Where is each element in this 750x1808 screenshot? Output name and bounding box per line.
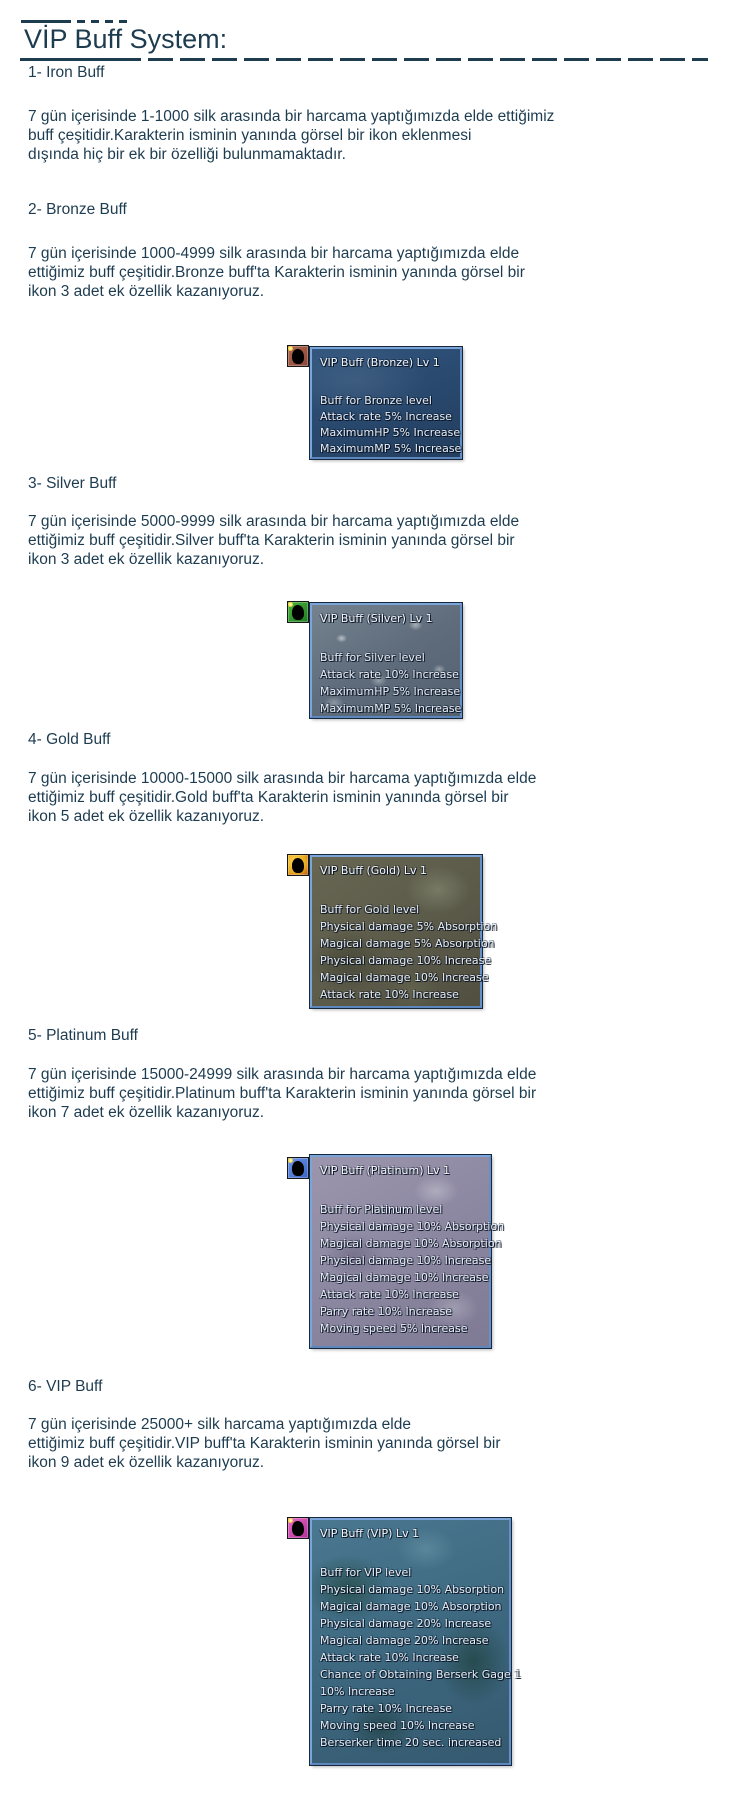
paragraph-line: 7 gün içerisinde 5000-9999 silk arasında bir harcama yaptığımızda elde	[28, 513, 520, 530]
tooltip-line: Attack rate 10% Increase	[320, 1288, 459, 1301]
tooltip-body	[320, 1564, 522, 1751]
tooltip-line: Buff for Platinum level	[320, 1203, 443, 1216]
tooltip-title: VIP Buff (Gold) Lv 1	[320, 864, 427, 877]
section-paragraph-vip	[28, 1415, 501, 1472]
tooltip-line: Attack rate 10% Increase	[320, 988, 459, 1001]
paragraph-line: ettiğimiz buff çeşitidir.Bronze buff'ta Karakterin isminin yanında görsel bir	[28, 264, 525, 281]
tooltip-line: MaximumMP 5% Increase	[320, 702, 462, 715]
tooltip-line: Attack rate 10% Increase	[320, 1651, 459, 1664]
paragraph-line: ikon 3 adet ek özellik kazanıyoruz.	[28, 551, 265, 568]
tooltip-body	[320, 1201, 505, 1337]
decorative-dashed-line-top	[21, 20, 131, 23]
section-heading-bronze: 2- Bronze Buff	[28, 201, 127, 218]
tooltip-line: Moving speed 5% Increase	[320, 1322, 468, 1335]
vip-buff-gold-icon	[287, 854, 309, 876]
section-heading-vip: 6- VIP Buff	[28, 1378, 103, 1395]
bronze-buff-tooltip	[310, 347, 462, 459]
tooltip-line: Magical damage 10% Absorption	[320, 1600, 502, 1613]
paragraph-line: 7 gün içerisinde 25000+ silk harcama yaptığımızda elde	[28, 1416, 411, 1433]
tooltip-line: Berserker time 20 sec. increased	[320, 1736, 502, 1749]
section-paragraph-iron	[28, 107, 554, 164]
tooltip-title: VIP Buff (Platinum) Lv 1	[320, 1164, 451, 1177]
tooltip-line: Buff for Gold level	[320, 903, 420, 916]
tooltip-line: Parry rate 10% Increase	[320, 1305, 453, 1318]
tooltip-line: Chance of Obtaining Berserk Gage 1	[320, 1668, 522, 1681]
paragraph-line: ikon 7 adet ek özellik kazanıyoruz.	[28, 1104, 265, 1121]
vip-buff-platinum-icon	[287, 1157, 309, 1179]
tooltip-line: MaximumHP 5% Increase	[320, 685, 461, 698]
vip-buff-tooltip	[310, 1518, 522, 1765]
paragraph-line: ettiğimiz buff çeşitidir.Platinum buff'ta Karakterin isminin yanında görsel bir	[28, 1085, 537, 1102]
tooltip-body	[320, 393, 462, 457]
section-paragraph-platinum	[28, 1065, 536, 1122]
paragraph-line: ikon 5 adet ek özellik kazanıyoruz.	[28, 808, 265, 825]
paragraph-line: 7 gün içerisinde 1-1000 silk arasında bir harcama yaptığımızda elde ettiğimiz	[28, 108, 555, 125]
paragraph-line: 7 gün içerisinde 15000-24999 silk arasında bir harcama yaptığımızda elde	[28, 1066, 537, 1083]
tooltip-line: Attack rate 10% Increase	[320, 668, 459, 681]
paragraph-line: ikon 3 adet ek özellik kazanıyoruz.	[28, 283, 265, 300]
tooltip-line: Physical damage 10% Absorption	[320, 1583, 505, 1596]
tooltip-line: Buff for Silver level	[320, 651, 425, 664]
tooltip-line: Magical damage 10% Increase	[320, 1271, 489, 1284]
tooltip-line: Physical damage 20% Increase	[320, 1617, 492, 1630]
tooltip-line: Physical damage 10% Increase	[320, 954, 492, 967]
character-head-silhouette	[292, 858, 304, 873]
vip-buff-silver-icon	[287, 601, 309, 623]
paragraph-line: ettiğimiz buff çeşitidir.Gold buff'ta Karakterin isminin yanında görsel bir	[28, 789, 509, 806]
platinum-buff-tooltip	[310, 1155, 505, 1348]
paragraph-line: 7 gün içerisinde 10000-15000 silk arasında bir harcama yaptığımızda elde	[28, 770, 537, 787]
gold-buff-tooltip	[310, 855, 498, 1008]
section-paragraph-gold	[28, 769, 536, 826]
tooltip-line: Physical damage 10% Increase	[320, 1254, 492, 1267]
character-head-silhouette	[292, 605, 304, 620]
tooltip-line: Magical damage 5% Absorption	[320, 937, 495, 950]
paragraph-line: dışında hiç bir ek bir özelliği bulunmamaktadır.	[28, 146, 346, 163]
tooltip-body	[320, 649, 462, 717]
tooltip-body	[320, 901, 498, 1003]
tooltip-line: Buff for Bronze level	[320, 394, 432, 407]
section-paragraph-bronze	[28, 244, 525, 301]
paragraph-line: ikon 9 adet ek özellik kazanıyoruz.	[28, 1454, 265, 1471]
page-title: VİP Buff System:	[24, 24, 228, 54]
tooltip-title: VIP Buff (VIP) Lv 1	[320, 1527, 420, 1540]
tooltip-line: Moving speed 10% Increase	[320, 1719, 475, 1732]
tooltip-line: Parry rate 10% Increase	[320, 1702, 453, 1715]
tooltip-title: VIP Buff (Bronze) Lv 1	[320, 356, 440, 369]
vip-buff-bronze-icon	[287, 345, 309, 367]
section-heading-gold: 4- Gold Buff	[28, 731, 111, 748]
section-heading-silver: 3- Silver Buff	[28, 475, 117, 492]
tooltip-line: Magical damage 10% Absorption	[320, 1237, 502, 1250]
tooltip-line: Physical damage 5% Absorption	[320, 920, 498, 933]
paragraph-line: buff çeşitidir.Karakterin isminin yanında görsel bir ikon eklenmesi	[28, 127, 472, 144]
tooltip-line: MaximumHP 5% Increase	[320, 426, 461, 439]
tooltip-line: Attack rate 5% Increase	[320, 410, 452, 423]
paragraph-line: ettiğimiz buff çeşitidir.Silver buff'ta Karakterin isminin yanında görsel bir	[28, 532, 515, 549]
tooltip-line: Buff for VIP level	[320, 1566, 412, 1579]
paragraph-line: 7 gün içerisinde 1000-4999 silk arasında bir harcama yaptığımızda elde	[28, 245, 520, 262]
tooltip-line: Magical damage 10% Increase	[320, 971, 489, 984]
character-head-silhouette	[292, 1161, 304, 1176]
tooltip-line: MaximumMP 5% Increase	[320, 442, 462, 455]
section-heading-iron: 1- Iron Buff	[28, 64, 105, 81]
tooltip-line: Physical damage 10% Absorption	[320, 1220, 505, 1233]
tooltip-title: VIP Buff (Silver) Lv 1	[320, 612, 433, 625]
character-head-silhouette	[292, 349, 304, 364]
tooltip-line: Magical damage 20% Increase	[320, 1634, 489, 1647]
paragraph-line: ettiğimiz buff çeşitidir.VIP buff'ta Karakterin isminin yanında görsel bir	[28, 1435, 501, 1452]
tooltip-line: 10% Increase	[320, 1685, 395, 1698]
section-paragraph-silver	[28, 512, 519, 569]
section-heading-platinum: 5- Platinum Buff	[28, 1027, 138, 1044]
vip-buff-vip-icon	[287, 1517, 309, 1539]
character-head-silhouette	[292, 1521, 304, 1536]
title-underline	[20, 58, 708, 61]
silver-buff-tooltip	[310, 603, 462, 718]
